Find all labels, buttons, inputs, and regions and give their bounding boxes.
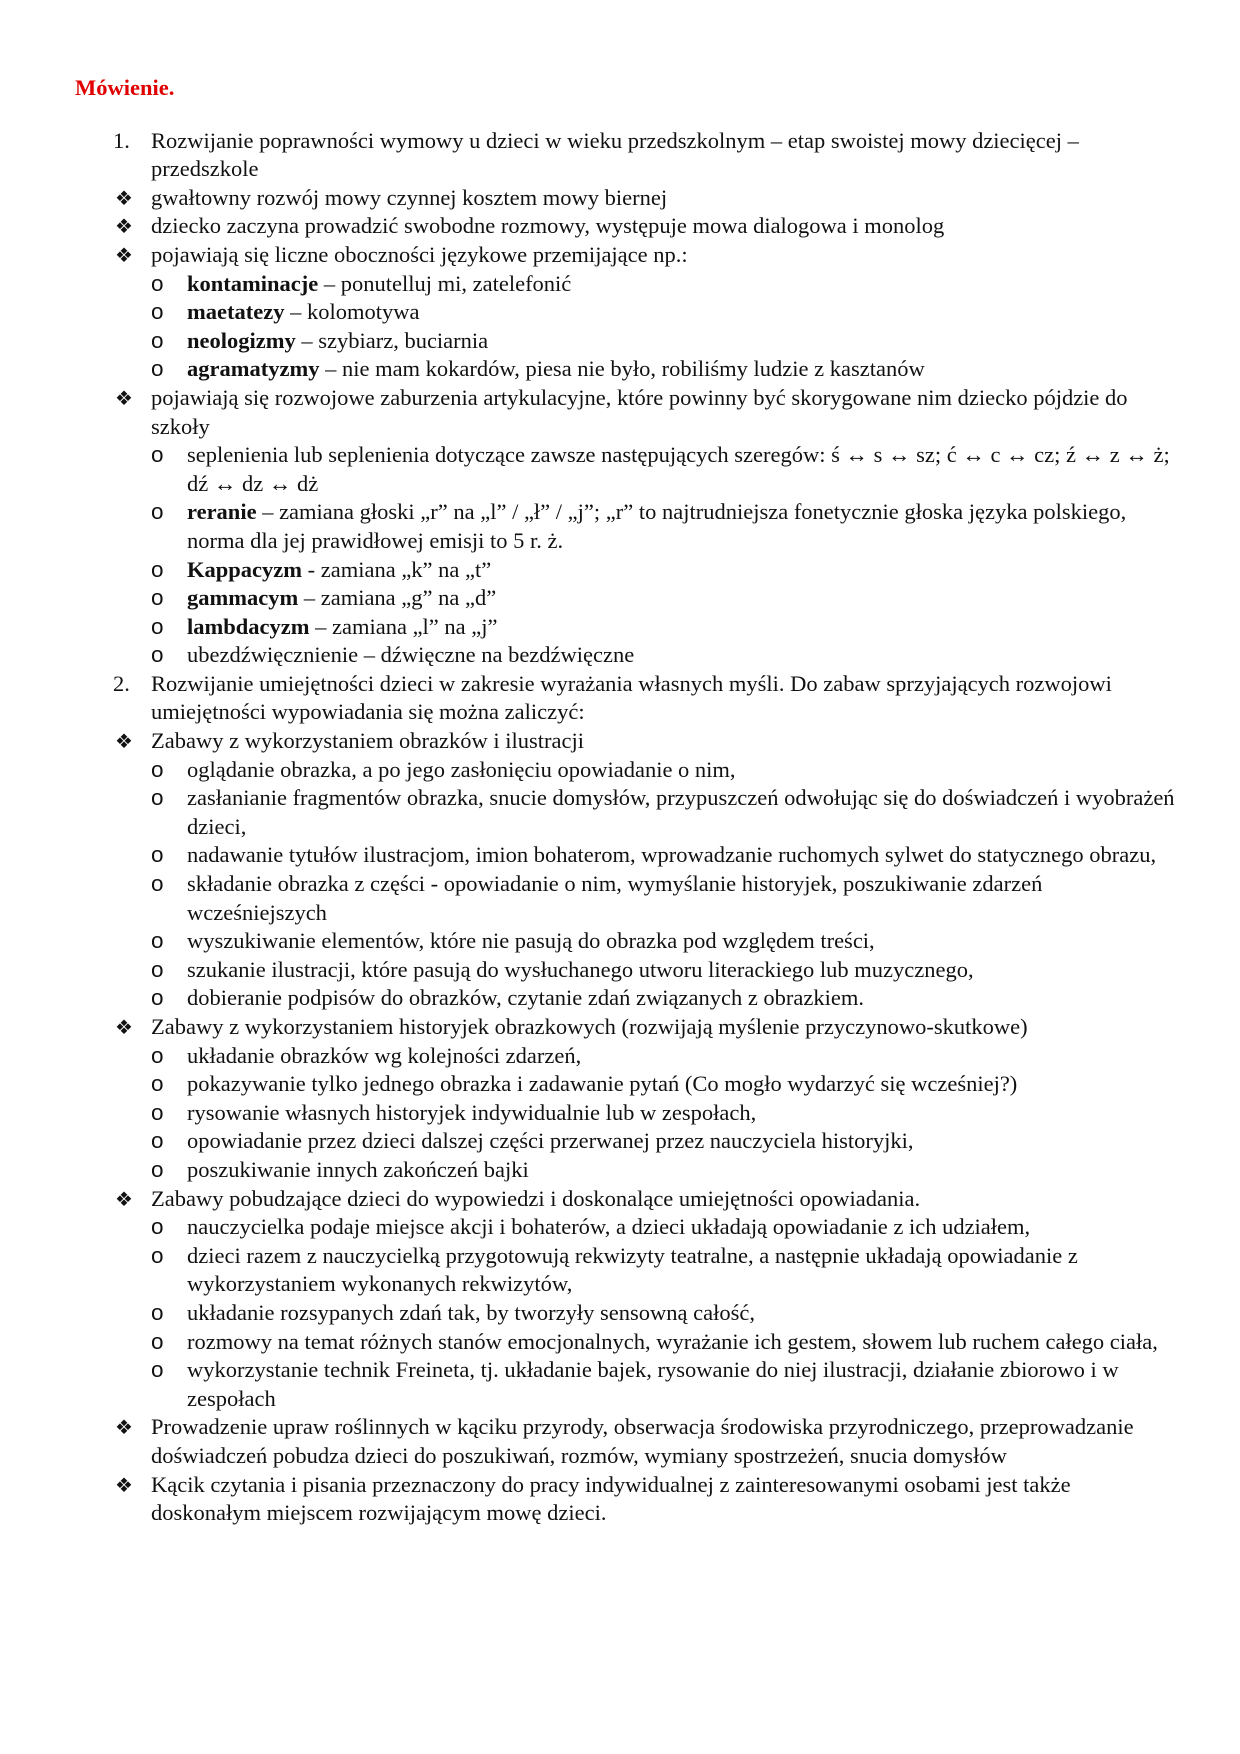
sub-item-text <box>187 1213 1184 1242</box>
point-item <box>115 727 1184 1013</box>
term-description: nauczycielka podaje miejsce akcji i bohaterów, a dzieci układają opowiadanie z ich udziałem, <box>187 1214 1031 1240</box>
sub-item <box>151 270 1184 299</box>
point-item <box>115 1013 1184 1185</box>
term-description: nadawanie tytułów ilustracjom, imion bohaterom, wprowadzanie ruchomych sylwet do statycznego obrazu, <box>187 842 1157 868</box>
sub-item-text <box>187 756 1184 785</box>
section-item <box>75 670 1184 1528</box>
diamond-bullet-icon: ❖ <box>115 1186 133 1211</box>
sub-item-text <box>187 641 1184 670</box>
term-description: pokazywanie tylko jednego obrazka i zadawanie pytań (Co mogło wydarzyć się wcześniej?) <box>187 1071 1018 1097</box>
diamond-bullet-icon: ❖ <box>115 242 133 267</box>
point-text: dziecko zaczyna prowadzić swobodne rozmowy, występuje mowa dialogowa i monolog <box>151 213 945 239</box>
term-label: maetatezy <box>187 299 285 325</box>
sub-item-text <box>187 1328 1184 1357</box>
sub-item <box>151 556 1184 585</box>
point-text: Zabawy z wykorzystaniem obrazków i ilustracji <box>151 728 584 754</box>
page-title: Mówienie. <box>75 75 175 100</box>
circle-bullet-icon: o <box>151 356 164 382</box>
sub-item-text <box>187 1299 1184 1328</box>
diamond-bullet-icon: ❖ <box>115 185 133 210</box>
sub-item <box>151 1242 1184 1299</box>
sub-item <box>151 841 1184 870</box>
term-description: szukanie ilustracji, które pasują do wysłuchanego utworu literackiego lub muzycznego, <box>187 956 974 982</box>
sub-item <box>151 298 1184 327</box>
section-heading: Rozwijanie umiejętności dzieci w zakresie wyrażania własnych myśli. Do zabaw sprzyjających rozwojowi umiejętności wypowiadania się można zaliczyć: <box>151 670 1112 725</box>
sub-item <box>151 1356 1184 1413</box>
sub-item-text <box>187 1156 1184 1185</box>
diamond-bullet-icon: ❖ <box>115 1415 133 1440</box>
diamond-bullet-icon: ❖ <box>115 729 133 754</box>
point-list <box>115 184 1184 670</box>
term-description: – zamiana głoski „r” na „l” / „ł” / „j”; „r” to najtrudniejsza fonetycznie głoska języka polskiego, norma dla jej prawidłowej emisji to 5 r. ż. <box>187 499 1127 553</box>
term-label: lambdacyzm <box>187 613 310 639</box>
sub-item <box>151 984 1184 1013</box>
sub-item-text <box>187 556 1184 585</box>
point-list <box>115 727 1184 1528</box>
sub-item-text <box>187 1070 1184 1099</box>
point-text: Kącik czytania i pisania przeznaczony do pracy indywidualnej z zainteresowanymi osobami jest także doskonałym miejscem rozwijającym mowę dzieci. <box>151 1471 1071 1526</box>
circle-bullet-icon: o <box>151 1156 164 1182</box>
term-description: seplenienia lub seplenienia dotyczące zawsze następujących szeregów: ś ↔ s ↔ sz; ć ↔ c ↔ cz; ź ↔ z ↔ ż; dź ↔ dz ↔ dż <box>187 442 1170 496</box>
term-description: dzieci razem z nauczycielką przygotowują rekwizyty teatralne, a następnie układają opowiadanie z wykorzystaniem wykonanych rekwizytów, <box>187 1242 1078 1297</box>
circle-bullet-icon: o <box>151 842 164 868</box>
sub-item-text <box>187 1099 1184 1128</box>
circle-bullet-icon: o <box>151 613 164 639</box>
point-item <box>115 241 1184 384</box>
circle-bullet-icon: o <box>151 1099 164 1125</box>
sub-item <box>151 756 1184 785</box>
sub-item-text <box>187 870 1184 927</box>
sub-item-text <box>187 1242 1184 1299</box>
term-description: wykorzystanie technik Freineta, tj. układanie bajek, rysowanie do niej ilustracji, działanie zbiorowo i w zespołach <box>187 1357 1119 1411</box>
term-description: – ponutelluj mi, zatelefonić <box>318 270 572 296</box>
sub-item <box>151 784 1184 841</box>
sub-list <box>151 756 1184 1013</box>
sub-item-text <box>187 327 1184 356</box>
sub-item-text <box>187 441 1184 498</box>
sub-item <box>151 1127 1184 1156</box>
sub-item <box>151 327 1184 356</box>
section-number: 2. <box>113 670 130 696</box>
circle-bullet-icon: o <box>151 499 164 525</box>
diamond-bullet-icon: ❖ <box>115 1472 133 1497</box>
section-list <box>75 127 1184 1528</box>
point-item <box>115 1471 1184 1528</box>
sub-item-text <box>187 355 1184 384</box>
point-text: Zabawy z wykorzystaniem historyjek obrazkowych (rozwijają myślenie przyczynowo-skutkowe) <box>151 1014 1028 1039</box>
sub-item <box>151 1328 1184 1357</box>
section-item <box>75 127 1184 670</box>
circle-bullet-icon: o <box>151 642 164 668</box>
term-description: – nie mam kokardów, piesa nie było, robiliśmy ludzie z kasztanów <box>319 356 925 382</box>
circle-bullet-icon: o <box>151 756 164 782</box>
sub-item-text <box>187 1042 1184 1071</box>
circle-bullet-icon: o <box>151 985 164 1011</box>
sub-item-text <box>187 298 1184 327</box>
sub-item <box>151 1299 1184 1328</box>
circle-bullet-icon: o <box>151 1214 164 1240</box>
term-description: składanie obrazka z części - opowiadanie o nim, wymyślanie historyjek, poszukiwanie zdarzeń wcześniejszych <box>187 871 1043 925</box>
sub-item <box>151 1156 1184 1185</box>
term-description: układanie obrazków wg kolejności zdarzeń, <box>187 1042 582 1068</box>
circle-bullet-icon: o <box>151 1042 164 1068</box>
sub-item-text <box>187 584 1184 613</box>
point-text: pojawiają się liczne oboczności językowe przemijające np.: <box>151 241 688 267</box>
circle-bullet-icon: o <box>151 585 164 611</box>
sub-list <box>151 441 1184 670</box>
term-description: układanie rozsypanych zdań tak, by tworzyły sensowną całość, <box>187 1299 755 1325</box>
term-label: reranie <box>187 499 257 525</box>
sub-item <box>151 498 1184 555</box>
circle-bullet-icon: o <box>151 556 164 582</box>
term-label: neologizmy <box>187 327 296 353</box>
diamond-bullet-icon: ❖ <box>115 214 133 239</box>
sub-item <box>151 927 1184 956</box>
sub-item <box>151 355 1184 384</box>
term-description: – kolomotywa <box>284 299 420 325</box>
term-description: – szybiarz, buciarnia <box>295 327 489 353</box>
circle-bullet-icon: o <box>151 1299 164 1325</box>
point-text: Prowadzenie upraw roślinnych w kąciku przyrody, obserwacja środowiska przyrodniczego, przeprowadzanie doświadczeń pobudza dzieci do poszukiwań, rozmów, wymiany spostrzeżeń, snucia domysłów <box>151 1414 1134 1468</box>
term-description: opowiadanie przez dzieci dalszej części przerwanej przez nauczyciela historyjki, <box>187 1128 914 1154</box>
circle-bullet-icon: o <box>151 785 164 811</box>
point-text: pojawiają się rozwojowe zaburzenia artykulacyjne, które powinny być skorygowane nim dziecko pójdzie do szkoły <box>151 384 1128 439</box>
term-description: zasłanianie fragmentów obrazka, snucie domysłów, przypuszczeń odwołując się do doświadczeń i wyobrażeń dzieci, <box>187 785 1175 839</box>
term-description: – zamiana „l” na „j” <box>309 613 498 639</box>
sub-item-text <box>187 498 1184 555</box>
term-description: oglądanie obrazka, a po jego zasłonięciu opowiadanie o nim, <box>187 756 736 782</box>
sub-item <box>151 956 1184 985</box>
sub-item-text <box>187 1127 1184 1156</box>
sub-list <box>151 1042 1184 1185</box>
diamond-bullet-icon: ❖ <box>115 1015 133 1039</box>
sub-list <box>151 1213 1184 1413</box>
sub-item <box>151 1099 1184 1128</box>
term-label: gammacym <box>187 585 299 611</box>
point-item <box>115 1185 1184 1414</box>
circle-bullet-icon: o <box>151 327 164 353</box>
circle-bullet-icon: o <box>151 270 164 296</box>
sub-item-text <box>187 927 1184 956</box>
sub-list <box>151 270 1184 384</box>
point-item <box>115 184 1184 213</box>
sub-item <box>151 584 1184 613</box>
sub-item-text <box>187 984 1184 1013</box>
point-text: gwałtowny rozwój mowy czynnej kosztem mowy biernej <box>151 184 668 210</box>
circle-bullet-icon: o <box>151 1071 164 1097</box>
circle-bullet-icon: o <box>151 442 164 468</box>
sub-item-text <box>187 1356 1184 1413</box>
term-description: ubezdźwięcznienie – dźwięczne na bezdźwięczne <box>187 642 635 668</box>
term-label: agramatyzmy <box>187 356 320 382</box>
circle-bullet-icon: o <box>151 1357 164 1383</box>
sub-item <box>151 1070 1184 1099</box>
term-label: kontaminacje <box>187 270 319 296</box>
circle-bullet-icon: o <box>151 1128 164 1154</box>
term-description: – zamiana „g” na „d” <box>298 585 497 611</box>
sub-item <box>151 1213 1184 1242</box>
term-description: rysowanie własnych historyjek indywidualnie lub w zespołach, <box>187 1099 757 1125</box>
section-heading: Rozwijanie poprawności wymowy u dzieci w wieku przedszkolnym – etap swoistej mowy dziecięcej – przedszkole <box>151 127 1079 182</box>
point-item <box>115 1413 1184 1470</box>
sub-item <box>151 613 1184 642</box>
sub-item-text <box>187 270 1184 299</box>
point-item <box>115 212 1184 241</box>
term-description: wyszukiwanie elementów, które nie pasują do obrazka pod względem treści, <box>187 928 875 954</box>
term-description: rozmowy na temat różnych stanów emocjonalnych, wyrażanie ich gestem, słowem lub ruchem całego ciała, <box>187 1328 1158 1354</box>
circle-bullet-icon: o <box>151 1328 164 1354</box>
point-text: Zabawy pobudzające dzieci do wypowiedzi i doskonalące umiejętności opowiadania. <box>151 1185 921 1211</box>
term-description: dobieranie podpisów do obrazków, czytanie zdań związanych z obrazkiem. <box>187 985 865 1011</box>
circle-bullet-icon: o <box>151 928 164 954</box>
sub-item <box>151 870 1184 927</box>
section-number: 1. <box>113 127 130 153</box>
sub-item <box>151 641 1184 670</box>
term-label: Kappacyzm <box>187 556 302 582</box>
diamond-bullet-icon: ❖ <box>115 385 133 410</box>
circle-bullet-icon: o <box>151 1242 164 1268</box>
sub-item <box>151 1042 1184 1071</box>
sub-item-text <box>187 956 1184 985</box>
term-description: - zamiana „k” na „t” <box>302 556 492 582</box>
sub-item-text <box>187 613 1184 642</box>
circle-bullet-icon: o <box>151 956 164 982</box>
point-item <box>115 384 1184 670</box>
term-description: poszukiwanie innych zakończeń bajki <box>187 1156 529 1182</box>
sub-item-text <box>187 841 1184 870</box>
circle-bullet-icon: o <box>151 871 164 897</box>
sub-item <box>151 441 1184 498</box>
sub-item-text <box>187 784 1184 841</box>
circle-bullet-icon: o <box>151 299 164 325</box>
